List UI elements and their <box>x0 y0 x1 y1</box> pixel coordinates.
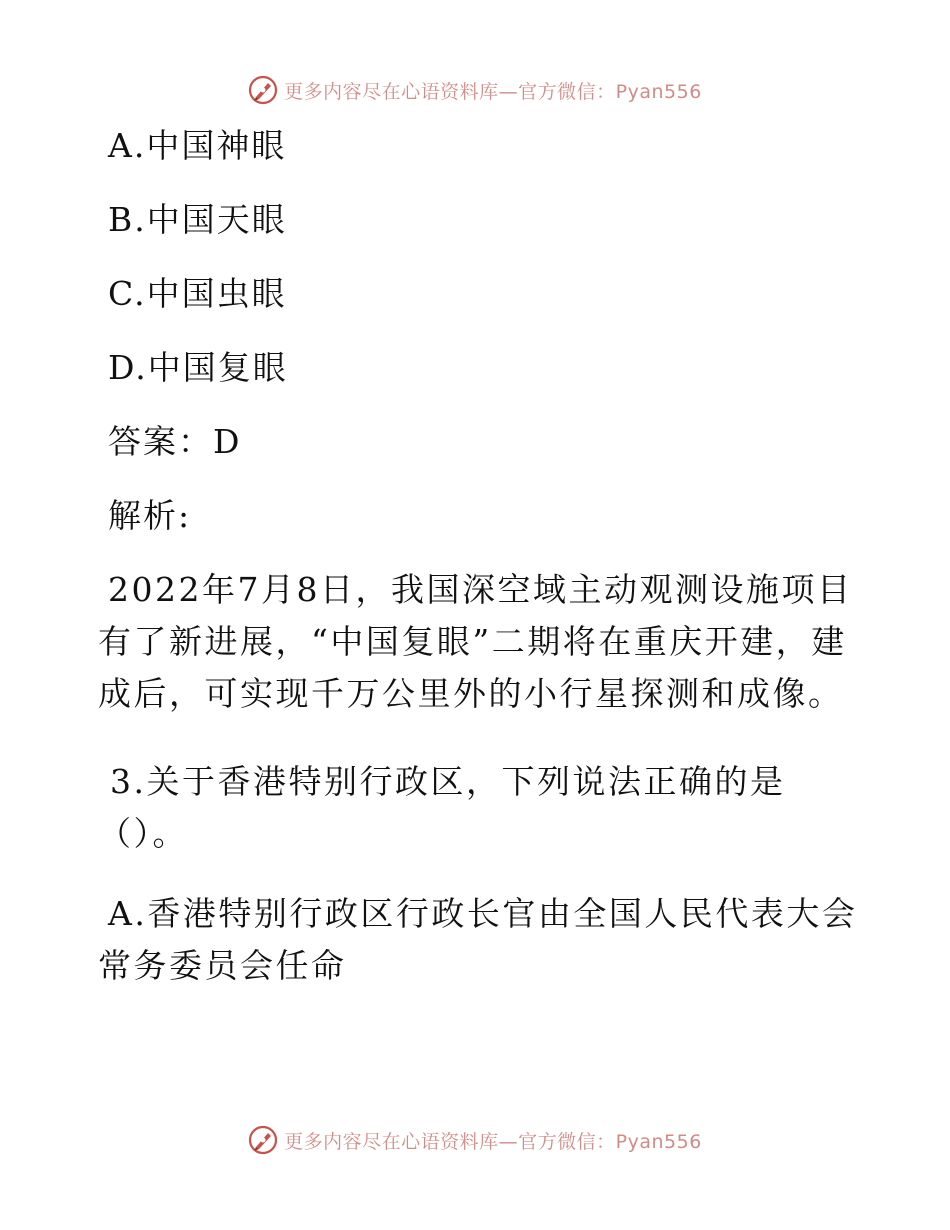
footer-banner <box>0 1120 950 1160</box>
analysis-line: 成后，可实现千万公里外的小行星探测和成像。 <box>98 674 844 713</box>
q3-option-a-line: 常务委员会任命 <box>98 946 347 985</box>
option-a: A.中国神眼 <box>108 126 287 165</box>
question-3 <box>98 756 858 860</box>
footer-banner-text: 更多内容尽在心语资料库—官方微信：Pyan556 <box>284 1130 702 1153</box>
question-3-line: 3.关于香港特别行政区，下列说法正确的是 <box>110 762 786 801</box>
header-banner-text: 更多内容尽在心语资料库—官方微信：Pyan556 <box>284 80 702 103</box>
analysis-paragraph <box>98 564 858 720</box>
pen-logo-icon <box>248 1125 278 1155</box>
q3-option-a-line: A.香港特别行政区行政长官由全国人民代表大会 <box>108 894 858 933</box>
header-banner <box>0 70 950 110</box>
option-c: C.中国虫眼 <box>108 274 287 313</box>
pen-logo-icon <box>248 75 278 105</box>
option-b: B.中国天眼 <box>108 200 287 239</box>
question-3-line: （）。 <box>98 814 188 853</box>
q3-option-a <box>98 888 858 992</box>
option-d: D.中国复眼 <box>108 348 288 387</box>
analysis-label: 解析: <box>108 496 192 535</box>
analysis-line: 2022年7月8日，我国深空域主动观测设施项目 <box>108 570 853 609</box>
answer-text: 答案：D <box>108 422 242 461</box>
analysis-line: 有了新进展，“中国复眼”二期将在重庆开建，建 <box>98 622 847 661</box>
